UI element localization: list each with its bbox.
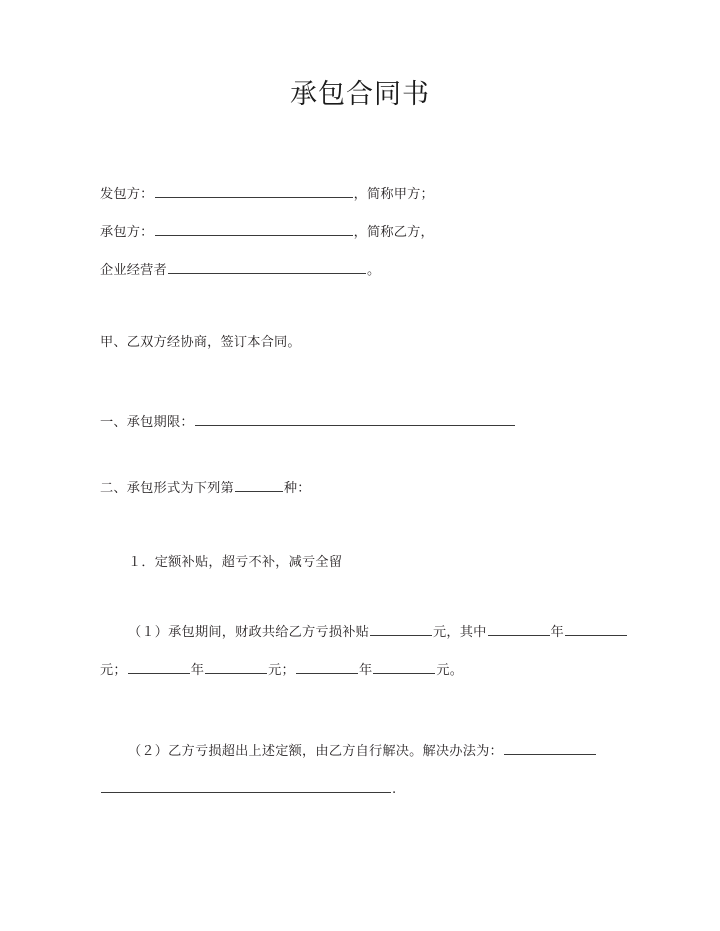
section-1-number: 一、 xyxy=(100,415,127,430)
clause-1-text-4: 元； xyxy=(100,663,127,678)
section-1-heading: 承包期限： xyxy=(126,415,194,430)
agreement-statement xyxy=(100,324,630,362)
operator-input[interactable] xyxy=(168,260,366,274)
subsidy-amount-3-input[interactable] xyxy=(373,660,435,674)
party-b-suffix: ，简称乙方， xyxy=(353,225,434,240)
subsidy-amount-2-input[interactable] xyxy=(205,660,267,674)
subsidy-amount-1-input[interactable] xyxy=(565,622,627,636)
party-b-row xyxy=(100,214,630,252)
party-b-label: 承包方： xyxy=(100,225,154,240)
clause-1-text-6: 元； xyxy=(268,663,295,678)
clause-1-text-5: 年 xyxy=(190,663,205,678)
solution-input-line-1[interactable] xyxy=(504,741,596,755)
clause-1-text-1: 承包期间，财政共给乙方亏损补贴 xyxy=(168,625,369,640)
clause-1-text-8: 元。 xyxy=(436,663,464,678)
clause-2-marker: （２） xyxy=(128,744,169,759)
party-a-row xyxy=(100,176,630,214)
operator-label: 企业经营者 xyxy=(100,263,167,278)
parties-block xyxy=(100,176,630,290)
subsidy-year-2-input[interactable] xyxy=(128,660,190,674)
clause-2 xyxy=(100,733,630,809)
section-2-heading-before: 承包形式为下列第 xyxy=(126,481,234,496)
option-item-1-marker: １． xyxy=(128,555,155,570)
operator-suffix: 。 xyxy=(366,263,381,278)
option-item-1 xyxy=(100,544,658,582)
party-a-label: 发包方： xyxy=(100,187,154,202)
agreement-text: 甲、乙双方经协商，签订本合同。 xyxy=(100,335,301,350)
subsidy-year-1-input[interactable] xyxy=(488,622,550,636)
clause-1-text-3: 年 xyxy=(550,625,564,640)
clause-1 xyxy=(100,614,630,690)
section-2-heading-after: 种： xyxy=(283,481,311,496)
clause-2-text-1: 乙方亏损超出上述定额，由乙方自行解决。解决办法为： xyxy=(168,744,503,759)
clause-1-text-7: 年 xyxy=(358,663,373,678)
party-a-input[interactable] xyxy=(155,184,353,198)
contract-term-input[interactable] xyxy=(195,412,515,426)
option-item-1-text: 定额补贴，超亏不补，减亏全留 xyxy=(154,555,343,570)
party-b-input[interactable] xyxy=(155,222,353,236)
subsidy-year-3-input[interactable] xyxy=(296,660,358,674)
operator-row xyxy=(100,252,630,290)
section-2 xyxy=(100,470,630,508)
party-a-suffix: ，简称甲方； xyxy=(353,187,434,202)
solution-input-line-2[interactable] xyxy=(101,779,391,793)
page-title: 承包合同书 xyxy=(290,79,430,110)
clause-1-marker: （１） xyxy=(128,625,169,640)
section-1 xyxy=(100,404,630,442)
subsidy-total-input[interactable] xyxy=(370,622,432,636)
clause-1-text-2: 元，其中 xyxy=(432,625,487,640)
section-2-number: 二、 xyxy=(100,481,127,496)
contract-form-input[interactable] xyxy=(235,478,283,492)
clause-2-tail: . xyxy=(392,782,397,797)
